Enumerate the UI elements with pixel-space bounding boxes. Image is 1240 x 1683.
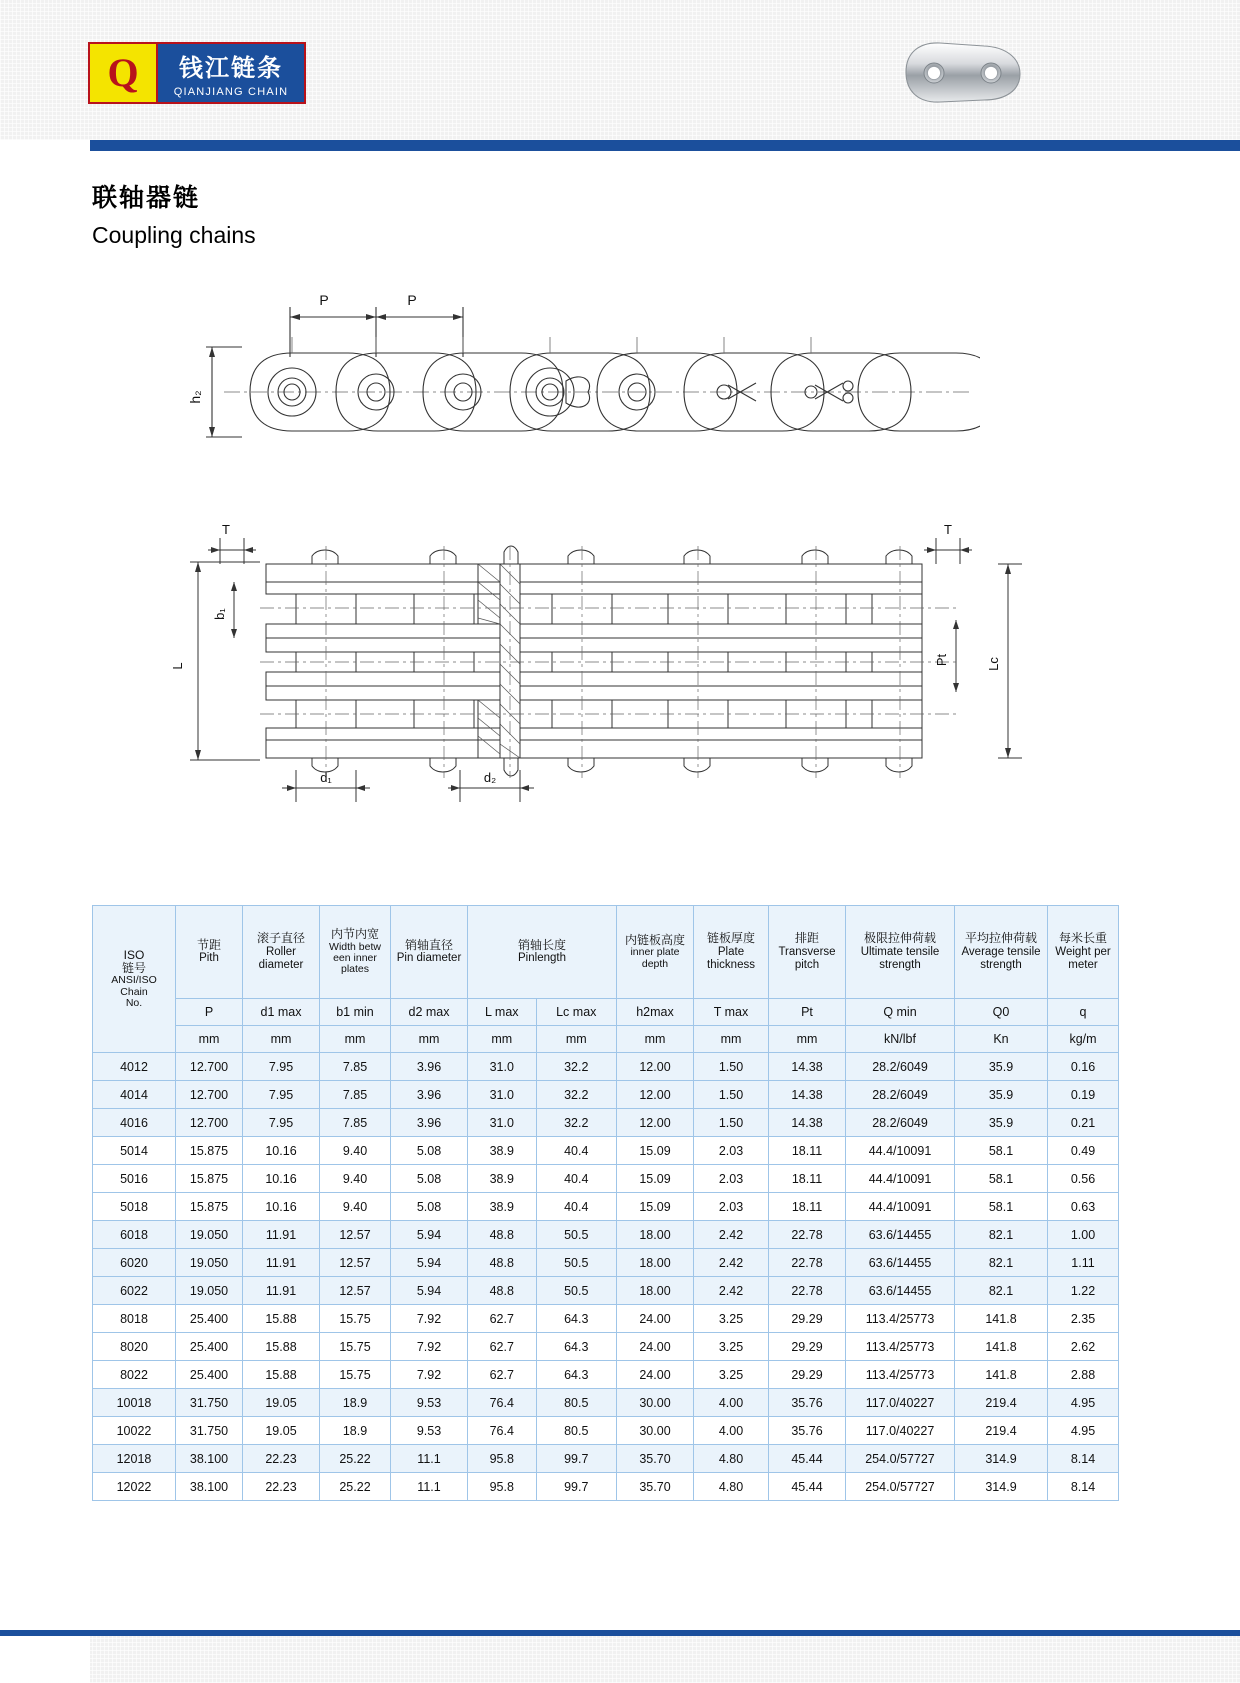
table-row	[93, 1137, 1119, 1165]
cell-value: 50.5	[536, 1249, 616, 1277]
cell-value: 18.11	[769, 1137, 846, 1165]
cell-value: 18.00	[617, 1249, 694, 1277]
unit-tmax: mm	[694, 1026, 769, 1053]
unit-p: mm	[176, 1026, 243, 1053]
cell-value: 48.8	[468, 1249, 537, 1277]
cell-value: 5.94	[391, 1277, 468, 1305]
header-pitch: 节距 Pith	[176, 906, 243, 999]
symbol-q0: Q0	[955, 999, 1048, 1026]
cell-value: 24.00	[617, 1361, 694, 1389]
cell-value: 19.050	[176, 1277, 243, 1305]
cell-value: 1.11	[1048, 1249, 1119, 1277]
cell-value: 25.400	[176, 1361, 243, 1389]
cell-value: 0.63	[1048, 1193, 1119, 1221]
cell-value: 44.4/10091	[846, 1165, 955, 1193]
cell-value: 7.92	[391, 1305, 468, 1333]
cell-value: 28.2/6049	[846, 1081, 955, 1109]
cell-value: 0.21	[1048, 1109, 1119, 1137]
header-weight-per-meter: 每米长重 Weight per meter	[1048, 906, 1119, 999]
chain-plan-view-drawing	[160, 520, 1040, 810]
header-pin-diameter: 销轴直径 Pin diameter	[391, 906, 468, 999]
table-row	[93, 1165, 1119, 1193]
cell-value: 25.22	[320, 1445, 391, 1473]
unit-d2max: mm	[391, 1026, 468, 1053]
cell-value: 19.05	[243, 1389, 320, 1417]
cell-value: 1.22	[1048, 1277, 1119, 1305]
cell-value: 15.75	[320, 1361, 391, 1389]
cell-value: 31.0	[468, 1109, 537, 1137]
cell-value: 113.4/25773	[846, 1333, 955, 1361]
symbol-tmax: T max	[694, 999, 769, 1026]
cell-value: 44.4/10091	[846, 1193, 955, 1221]
cell-value: 7.92	[391, 1361, 468, 1389]
cell-value: 4.00	[694, 1417, 769, 1445]
cell-chain-no: 10022	[93, 1417, 176, 1445]
cell-value: 38.100	[176, 1473, 243, 1501]
cell-value: 95.8	[468, 1473, 537, 1501]
cell-value: 9.53	[391, 1417, 468, 1445]
cell-value: 19.050	[176, 1249, 243, 1277]
symbol-lmax: L max	[468, 999, 537, 1026]
cell-value: 2.35	[1048, 1305, 1119, 1333]
dim-label-p2: P	[407, 292, 417, 308]
cell-value: 11.91	[243, 1249, 320, 1277]
cell-value: 48.8	[468, 1221, 537, 1249]
cell-value: 3.96	[391, 1081, 468, 1109]
cell-value: 141.8	[955, 1361, 1048, 1389]
cell-value: 219.4	[955, 1417, 1048, 1445]
symbol-d2max: d2 max	[391, 999, 468, 1026]
cell-value: 5.08	[391, 1193, 468, 1221]
cell-value: 62.7	[468, 1361, 537, 1389]
cell-value: 4.80	[694, 1473, 769, 1501]
cell-value: 95.8	[468, 1445, 537, 1473]
cell-value: 7.85	[320, 1053, 391, 1081]
cell-value: 12.57	[320, 1277, 391, 1305]
cell-value: 48.8	[468, 1277, 537, 1305]
cell-value: 28.2/6049	[846, 1109, 955, 1137]
cell-value: 35.9	[955, 1109, 1048, 1137]
unit-h2max: mm	[617, 1026, 694, 1053]
cell-value: 7.85	[320, 1109, 391, 1137]
cell-chain-no: 12022	[93, 1473, 176, 1501]
cell-value: 50.5	[536, 1277, 616, 1305]
symbol-b1min: b1 min	[320, 999, 391, 1026]
table-row	[93, 1361, 1119, 1389]
cell-value: 7.95	[243, 1053, 320, 1081]
cell-value: 31.0	[468, 1053, 537, 1081]
cell-value: 35.9	[955, 1053, 1048, 1081]
cell-value: 44.4/10091	[846, 1137, 955, 1165]
cell-value: 8.14	[1048, 1473, 1119, 1501]
cell-value: 63.6/14455	[846, 1221, 955, 1249]
table-row	[93, 1221, 1119, 1249]
dim-label-t-right: T	[944, 522, 952, 537]
cell-value: 40.4	[536, 1193, 616, 1221]
cell-value: 15.875	[176, 1193, 243, 1221]
symbol-lcmax: Lc max	[536, 999, 616, 1026]
cell-value: 32.2	[536, 1053, 616, 1081]
page-footer	[0, 1636, 1240, 1683]
cell-value: 1.50	[694, 1109, 769, 1137]
cell-value: 9.53	[391, 1389, 468, 1417]
cell-value: 314.9	[955, 1473, 1048, 1501]
cell-value: 24.00	[617, 1333, 694, 1361]
cell-chain-no: 4016	[93, 1109, 176, 1137]
cell-value: 63.6/14455	[846, 1249, 955, 1277]
cell-chain-no: 8018	[93, 1305, 176, 1333]
table-row	[93, 1333, 1119, 1361]
dim-label-l: L	[170, 662, 185, 670]
cell-value: 7.95	[243, 1081, 320, 1109]
cell-value: 15.875	[176, 1137, 243, 1165]
cell-value: 117.0/40227	[846, 1417, 955, 1445]
header-chain-no: ISO 链号 ANSI/ISO Chain No.	[93, 906, 176, 1053]
cell-value: 99.7	[536, 1445, 616, 1473]
cell-value: 4.95	[1048, 1389, 1119, 1417]
cell-value: 2.42	[694, 1249, 769, 1277]
cell-value: 15.88	[243, 1305, 320, 1333]
cell-value: 12.700	[176, 1109, 243, 1137]
unit-b1min: mm	[320, 1026, 391, 1053]
table-head	[93, 906, 1119, 1053]
unit-q0: Kn	[955, 1026, 1048, 1053]
cell-value: 15.75	[320, 1305, 391, 1333]
cell-value: 3.25	[694, 1333, 769, 1361]
cell-value: 22.23	[243, 1473, 320, 1501]
cell-value: 11.1	[391, 1473, 468, 1501]
cell-value: 82.1	[955, 1249, 1048, 1277]
specification-table	[92, 905, 1119, 1501]
header-blue-rule	[0, 140, 1240, 151]
cell-value: 1.50	[694, 1053, 769, 1081]
page-title-cn: 联轴器链	[92, 184, 201, 212]
symbol-pt: Pt	[769, 999, 846, 1026]
cell-value: 5.08	[391, 1137, 468, 1165]
brand-name-cn: 钱江链条	[179, 55, 283, 82]
symbol-q: q	[1048, 999, 1119, 1026]
cell-chain-no: 8020	[93, 1333, 176, 1361]
cell-value: 3.25	[694, 1305, 769, 1333]
cell-value: 2.88	[1048, 1361, 1119, 1389]
cell-value: 14.38	[769, 1053, 846, 1081]
cell-value: 117.0/40227	[846, 1389, 955, 1417]
cell-value: 64.3	[536, 1333, 616, 1361]
cell-value: 99.7	[536, 1473, 616, 1501]
cell-value: 12.00	[617, 1053, 694, 1081]
cell-value: 64.3	[536, 1361, 616, 1389]
cell-value: 15.09	[617, 1193, 694, 1221]
cell-value: 28.2/6049	[846, 1053, 955, 1081]
cell-value: 18.00	[617, 1221, 694, 1249]
cell-value: 314.9	[955, 1445, 1048, 1473]
cell-chain-no: 6020	[93, 1249, 176, 1277]
header-plate-thickness: 链板厚度 Plate thickness	[694, 906, 769, 999]
cell-value: 141.8	[955, 1333, 1048, 1361]
cell-value: 25.400	[176, 1305, 243, 1333]
logo-mark-letter: Q	[107, 50, 139, 95]
cell-value: 113.4/25773	[846, 1361, 955, 1389]
logo-text	[158, 44, 304, 102]
cell-value: 38.9	[468, 1137, 537, 1165]
cell-value: 15.09	[617, 1137, 694, 1165]
symbol-p: P	[176, 999, 243, 1026]
cell-value: 45.44	[769, 1473, 846, 1501]
table-row	[93, 1473, 1119, 1501]
cell-value: 45.44	[769, 1445, 846, 1473]
cell-value: 12.57	[320, 1221, 391, 1249]
cell-value: 62.7	[468, 1305, 537, 1333]
cell-value: 76.4	[468, 1389, 537, 1417]
logo-mark-icon	[90, 44, 158, 102]
cell-value: 8.14	[1048, 1445, 1119, 1473]
cell-value: 80.5	[536, 1417, 616, 1445]
cell-value: 22.78	[769, 1249, 846, 1277]
chain-side-view-drawing	[180, 285, 980, 475]
brand-name-en: QIANJIANG CHAIN	[173, 86, 289, 98]
cell-value: 0.16	[1048, 1053, 1119, 1081]
cell-value: 4.80	[694, 1445, 769, 1473]
dim-label-b1: b₁	[212, 608, 227, 620]
cell-value: 63.6/14455	[846, 1277, 955, 1305]
cell-value: 0.19	[1048, 1081, 1119, 1109]
unit-q: kg/m	[1048, 1026, 1119, 1053]
cell-value: 14.38	[769, 1109, 846, 1137]
table-row	[93, 1193, 1119, 1221]
cell-value: 12.700	[176, 1081, 243, 1109]
cell-value: 254.0/57727	[846, 1445, 955, 1473]
unit-lmax: mm	[468, 1026, 537, 1053]
table-header-row-units	[93, 1026, 1119, 1053]
table-row	[93, 1053, 1119, 1081]
chain-link-plate-illustration	[872, 36, 1052, 108]
cell-value: 10.16	[243, 1165, 320, 1193]
cell-value: 19.05	[243, 1417, 320, 1445]
cell-value: 58.1	[955, 1193, 1048, 1221]
cell-value: 24.00	[617, 1305, 694, 1333]
dim-label-h2: h₂	[187, 390, 203, 404]
cell-value: 0.56	[1048, 1165, 1119, 1193]
cell-value: 5.08	[391, 1165, 468, 1193]
cell-value: 18.11	[769, 1193, 846, 1221]
cell-value: 7.85	[320, 1081, 391, 1109]
table-header-row-names	[93, 906, 1119, 999]
cell-value: 4.00	[694, 1389, 769, 1417]
cell-value: 15.875	[176, 1165, 243, 1193]
cell-chain-no: 5016	[93, 1165, 176, 1193]
dim-label-d2: d₂	[483, 770, 497, 785]
cell-value: 11.91	[243, 1221, 320, 1249]
cell-value: 12.57	[320, 1249, 391, 1277]
dim-label-pt: Pt	[934, 653, 949, 667]
cell-value: 254.0/57727	[846, 1473, 955, 1501]
unit-qmin: kN/lbf	[846, 1026, 955, 1053]
cell-value: 15.09	[617, 1165, 694, 1193]
cell-value: 15.88	[243, 1361, 320, 1389]
cell-value: 3.96	[391, 1053, 468, 1081]
table-row	[93, 1305, 1119, 1333]
table-row	[93, 1109, 1119, 1137]
cell-value: 32.2	[536, 1109, 616, 1137]
header-rule-notch	[0, 140, 90, 151]
cell-value: 35.76	[769, 1417, 846, 1445]
header-ultimate-tensile-strength: 极限拉伸荷载 Ultimate tensile strength	[846, 906, 955, 999]
cell-chain-no: 5018	[93, 1193, 176, 1221]
cell-chain-no: 6022	[93, 1277, 176, 1305]
cell-value: 9.40	[320, 1165, 391, 1193]
cell-value: 25.22	[320, 1473, 391, 1501]
unit-d1max: mm	[243, 1026, 320, 1053]
cell-chain-no: 12018	[93, 1445, 176, 1473]
cell-chain-no: 10018	[93, 1389, 176, 1417]
cell-value: 29.29	[769, 1305, 846, 1333]
cell-value: 58.1	[955, 1137, 1048, 1165]
cell-value: 12.700	[176, 1053, 243, 1081]
cell-chain-no: 6018	[93, 1221, 176, 1249]
cell-value: 5.94	[391, 1221, 468, 1249]
cell-value: 35.70	[617, 1473, 694, 1501]
table-row	[93, 1081, 1119, 1109]
cell-value: 64.3	[536, 1305, 616, 1333]
cell-value: 31.750	[176, 1389, 243, 1417]
cell-value: 12.00	[617, 1081, 694, 1109]
cell-chain-no: 8022	[93, 1361, 176, 1389]
cell-chain-no: 5014	[93, 1137, 176, 1165]
cell-value: 14.38	[769, 1081, 846, 1109]
cell-value: 19.050	[176, 1221, 243, 1249]
dim-label-lc: Lc	[986, 657, 1001, 671]
cell-value: 38.9	[468, 1193, 537, 1221]
cell-value: 10.16	[243, 1193, 320, 1221]
cell-value: 15.88	[243, 1333, 320, 1361]
cell-value: 2.62	[1048, 1333, 1119, 1361]
cell-value: 30.00	[617, 1389, 694, 1417]
header-average-tensile-strength: 平均拉伸荷载 Average tensile strength	[955, 906, 1048, 999]
cell-value: 80.5	[536, 1389, 616, 1417]
page-header	[0, 0, 1240, 140]
dim-label-p1: P	[319, 292, 329, 308]
cell-value: 11.1	[391, 1445, 468, 1473]
cell-value: 2.03	[694, 1165, 769, 1193]
cell-value: 40.4	[536, 1137, 616, 1165]
table-row	[93, 1389, 1119, 1417]
cell-value: 3.25	[694, 1361, 769, 1389]
header-inner-plate-depth: 内链板高度 inner plate depth	[617, 906, 694, 999]
cell-value: 62.7	[468, 1333, 537, 1361]
cell-value: 2.42	[694, 1221, 769, 1249]
unit-pt: mm	[769, 1026, 846, 1053]
table-header-row-symbols	[93, 999, 1119, 1026]
cell-value: 1.00	[1048, 1221, 1119, 1249]
cell-value: 10.16	[243, 1137, 320, 1165]
cell-value: 2.03	[694, 1193, 769, 1221]
cell-value: 15.75	[320, 1333, 391, 1361]
table-row	[93, 1417, 1119, 1445]
cell-value: 22.78	[769, 1221, 846, 1249]
cell-value: 7.92	[391, 1333, 468, 1361]
cell-value: 35.76	[769, 1389, 846, 1417]
cell-value: 4.95	[1048, 1417, 1119, 1445]
dim-label-d1: d₁	[320, 770, 332, 785]
cell-value: 35.70	[617, 1445, 694, 1473]
cell-value: 2.03	[694, 1137, 769, 1165]
symbol-d1max: d1 max	[243, 999, 320, 1026]
cell-value: 82.1	[955, 1277, 1048, 1305]
cell-value: 22.78	[769, 1277, 846, 1305]
cell-value: 141.8	[955, 1305, 1048, 1333]
header-roller-diameter: 滚子直径 Roller diameter	[243, 906, 320, 999]
cell-value: 32.2	[536, 1081, 616, 1109]
cell-value: 0.49	[1048, 1137, 1119, 1165]
cell-value: 29.29	[769, 1361, 846, 1389]
page-title-en: Coupling chains	[92, 222, 256, 248]
cell-value: 22.23	[243, 1445, 320, 1473]
symbol-h2max: h2max	[617, 999, 694, 1026]
table-row	[93, 1445, 1119, 1473]
cell-value: 1.50	[694, 1081, 769, 1109]
cell-value: 38.9	[468, 1165, 537, 1193]
cell-value: 50.5	[536, 1221, 616, 1249]
cell-value: 9.40	[320, 1137, 391, 1165]
cell-chain-no: 4014	[93, 1081, 176, 1109]
cell-value: 29.29	[769, 1333, 846, 1361]
table-row	[93, 1277, 1119, 1305]
cell-value: 35.9	[955, 1081, 1048, 1109]
cell-value: 113.4/25773	[846, 1305, 955, 1333]
cell-value: 2.42	[694, 1277, 769, 1305]
cell-value: 18.9	[320, 1389, 391, 1417]
cell-value: 18.9	[320, 1417, 391, 1445]
cell-value: 30.00	[617, 1417, 694, 1445]
cell-value: 18.11	[769, 1165, 846, 1193]
symbol-qmin: Q min	[846, 999, 955, 1026]
unit-lcmax: mm	[536, 1026, 616, 1053]
cell-value: 5.94	[391, 1249, 468, 1277]
cell-value: 31.0	[468, 1081, 537, 1109]
table-row	[93, 1249, 1119, 1277]
footer-notch	[0, 1636, 90, 1683]
cell-value: 18.00	[617, 1277, 694, 1305]
cell-value: 31.750	[176, 1417, 243, 1445]
cell-value: 12.00	[617, 1109, 694, 1137]
cell-value: 11.91	[243, 1277, 320, 1305]
cell-value: 3.96	[391, 1109, 468, 1137]
cell-value: 40.4	[536, 1165, 616, 1193]
cell-value: 82.1	[955, 1221, 1048, 1249]
cell-chain-no: 4012	[93, 1053, 176, 1081]
table-body	[93, 1053, 1119, 1501]
cell-value: 7.95	[243, 1109, 320, 1137]
cell-value: 76.4	[468, 1417, 537, 1445]
brand-logo	[88, 42, 306, 104]
header-pin-length: 销轴长度 Pinlength	[468, 906, 617, 999]
header-transverse-pitch: 排距 Transverse pitch	[769, 906, 846, 999]
cell-value: 25.400	[176, 1333, 243, 1361]
dim-label-t-left: T	[222, 522, 230, 537]
header-width-between-inner-plates: 内节内宽 Width betw een inner plates	[320, 906, 391, 999]
cell-value: 9.40	[320, 1193, 391, 1221]
cell-value: 219.4	[955, 1389, 1048, 1417]
cell-value: 38.100	[176, 1445, 243, 1473]
cell-value: 58.1	[955, 1165, 1048, 1193]
